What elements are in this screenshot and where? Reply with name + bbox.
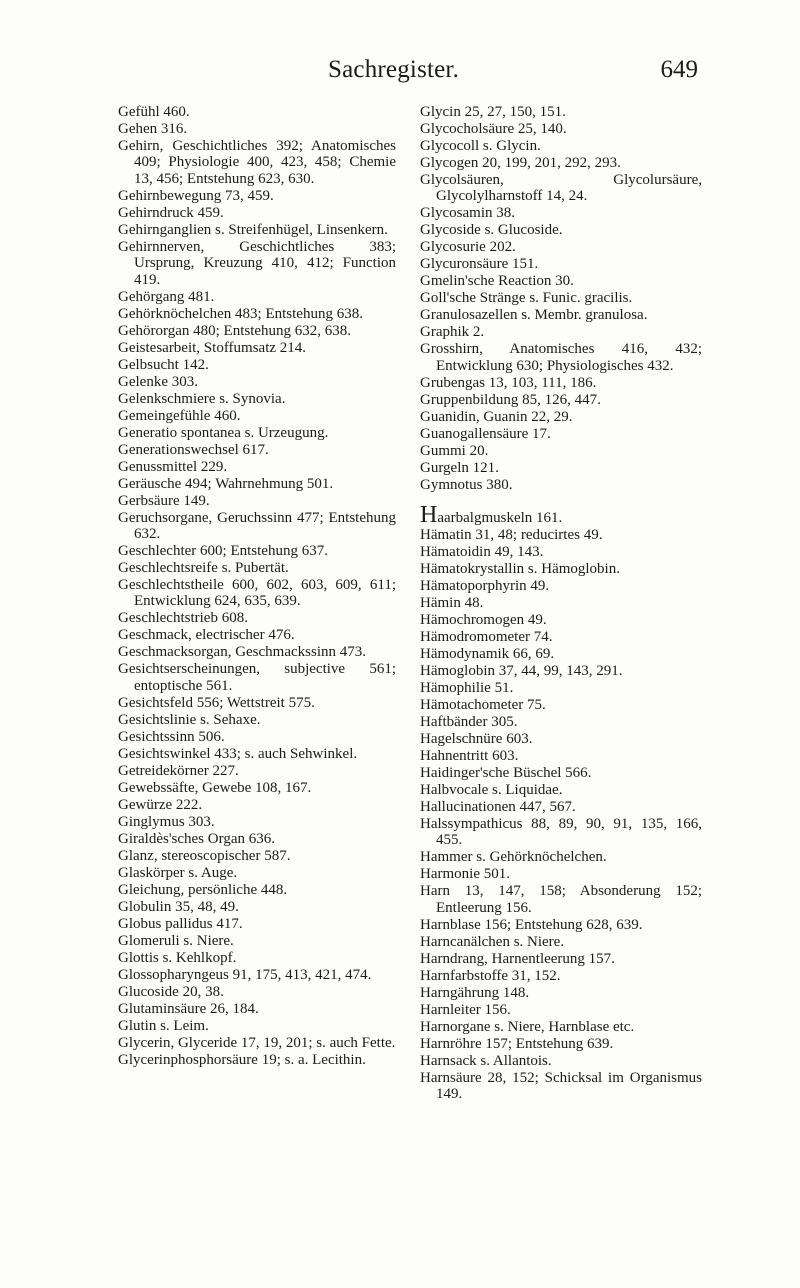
- index-entry: Hämophilie 51.: [420, 679, 514, 696]
- index-entry: Gleichung, persönliche 448.: [118, 881, 288, 898]
- index-entry: Glycolsäuren, Glycolursäure, Glycolylharnstoff 14, 24.: [420, 172, 702, 205]
- index-entry: Hämatin 31, 48; reducirtes 49.: [420, 526, 603, 543]
- index-entry: Gehörgang 481.: [118, 288, 215, 305]
- index-entry: Gehen 316.: [118, 121, 188, 137]
- index-entry: Harnblase 156; Entstehung 628, 639.: [420, 916, 643, 933]
- index-entry: Glycocholsäure 25, 140.: [420, 121, 567, 137]
- index-entry: Hämatokrystallin s. Hämoglobin.: [420, 560, 620, 577]
- index-entry: Hämin 48.: [420, 594, 484, 611]
- index-entry: Harngährung 148.: [420, 984, 530, 1001]
- index-entry: Geschmacksorgan, Geschmackssinn 473.: [118, 644, 366, 661]
- index-entry: Gewebssäfte, Gewebe 108, 167.: [118, 779, 312, 796]
- index-entry: Gymnotus 380.: [420, 476, 513, 493]
- index-entry: Glutin s. Leim.: [118, 1017, 209, 1034]
- index-entry: Hagelschnüre 603.: [420, 730, 533, 747]
- index-entry: Gesichtserscheinungen, subjective 561; entoptische 561.: [118, 661, 396, 694]
- index-entry: Glutaminsäure 26, 184.: [118, 1000, 259, 1017]
- index-entry: Granulosazellen s. Membr. granulosa.: [420, 307, 648, 324]
- page-number: 649: [660, 56, 698, 83]
- index-entry: Gelbsucht 142.: [118, 356, 209, 373]
- index-entry: Glossopharyngeus 91, 175, 413, 421, 474.: [118, 966, 372, 983]
- index-entry: Gewürze 222.: [118, 796, 203, 813]
- index-entry: Gummi 20.: [420, 442, 489, 459]
- index-entry: Glycoside s. Glucoside.: [420, 222, 563, 239]
- index-entry: Gelenke 303.: [118, 373, 198, 390]
- index-entry: Gehirnganglien s. Streifenhügel, Linsenkern.: [118, 221, 388, 238]
- index-entry: Gehörorgan 480; Entstehung 632, 638.: [118, 322, 352, 339]
- page-header: [118, 48, 698, 88]
- page-title: Sachregister.: [328, 56, 460, 83]
- index-entry: Hämatoidin 49, 143.: [420, 543, 544, 560]
- index-entry: Geschlechtstheile 600, 602, 603, 609, 611; Entwicklung 624, 635, 639.: [118, 577, 396, 610]
- index-section-h: [420, 527, 702, 1103]
- index-entry: Giraldès'sches Organ 636.: [118, 830, 275, 847]
- index-entry: Hämodynamik 66, 69.: [420, 645, 555, 662]
- index-entry: Geschlechtstrieb 608.: [118, 610, 248, 627]
- index-entry: Gmelin'sche Reaction 30.: [420, 273, 574, 290]
- index-entry: Geräusche 494; Wahrnehmung 501.: [118, 475, 334, 492]
- index-entry: Harmonie 501.: [420, 866, 510, 883]
- index-entry: Guanidin, Guanin 22, 29.: [420, 408, 573, 425]
- index-entry: Glycosamin 38.: [420, 205, 515, 222]
- index-entry: Gesichtslinie s. Sehaxe.: [118, 711, 261, 728]
- index-entry: Hämoglobin 37, 44, 99, 143, 291.: [420, 662, 623, 679]
- index-entry: Gesichtssinn 506.: [118, 728, 225, 745]
- index-entry: Hämodromometer 74.: [420, 628, 553, 645]
- index-entry: Glycocoll s. Glycin.: [420, 138, 541, 154]
- index-column-left: [118, 104, 396, 1069]
- index-entry: Generationswechsel 617.: [118, 441, 269, 458]
- index-entry: Halbvocale s. Liquidae.: [420, 781, 563, 798]
- index-entry: Harnfarbstoffe 31, 152.: [420, 967, 561, 984]
- index-entry: Glycuronsäure 151.: [420, 256, 539, 273]
- index-entry: Gehörknöchelchen 483; Entstehung 638.: [118, 305, 363, 322]
- index-entry: Gurgeln 121.: [420, 459, 499, 476]
- index-entry: Gehirnbewegung 73, 459.: [118, 187, 274, 204]
- index-entry: Hämochromogen 49.: [420, 611, 547, 628]
- index-entry: Geistesarbeit, Stoffumsatz 214.: [118, 339, 307, 356]
- index-entry: Geschlechtsreife s. Pubertät.: [118, 560, 289, 577]
- index-entry: Gefühl 460.: [118, 104, 190, 120]
- index-entry: Glaskörper s. Auge.: [118, 864, 238, 881]
- index-entry: Globus pallidus 417.: [118, 915, 243, 932]
- index-entry-text: aarbalgmuskeln 161.: [437, 509, 563, 526]
- index-entry: Generatio spontanea s. Urzeugung.: [118, 424, 329, 441]
- index-entry: Hammer s. Gehörknöchelchen.: [420, 849, 607, 866]
- index-entry: Harnsack s. Allantois.: [420, 1052, 552, 1069]
- index-entry: Gruppenbildung 85, 126, 447.: [420, 391, 601, 408]
- index-entry: Hallucinationen 447, 567.: [420, 798, 576, 815]
- index-entry: Gesichtswinkel 433; s. auch Sehwinkel.: [118, 745, 358, 762]
- index-entry: Harnsäure 28, 152; Schicksal im Organismus 149.: [420, 1069, 702, 1103]
- index-entry: Ginglymus 303.: [118, 813, 215, 830]
- index-entry: Hämotachometer 75.: [420, 696, 546, 713]
- index-entry: Glycogen 20, 199, 201, 292, 293.: [420, 155, 621, 171]
- section-gap: [420, 494, 702, 507]
- index-entry: Gesichtsfeld 556; Wettstreit 575.: [118, 694, 315, 711]
- index-entry: Halssympathicus 88, 89, 90, 91, 135, 166, 455.: [420, 815, 702, 849]
- index-entry: Grubengas 13, 103, 111, 186.: [420, 374, 597, 391]
- index-entry: Harncanälchen s. Niere.: [420, 933, 565, 950]
- index-entry: Glycerin, Glyceride 17, 19, 201; s. auch Fette.: [118, 1034, 396, 1051]
- index-entry: Glanz, stereoscopischer 587.: [118, 847, 291, 864]
- index-entry: Gehirndruck 459.: [118, 204, 224, 221]
- index-entry: Grosshirn, Anatomisches 416, 432; Entwicklung 630; Physiologisches 432.: [420, 341, 702, 374]
- index-entry: Harnorgane s. Niere, Harnblase etc.: [420, 1018, 635, 1035]
- index-entry: Geschmack, electrischer 476.: [118, 627, 295, 644]
- index-entry: Haftbänder 305.: [420, 713, 518, 730]
- index-entry: Gehirnnerven, Geschichtliches 383; Ursprung, Kreuzung 410, 412; Function 419.: [118, 238, 396, 288]
- section-initial-h: H: [420, 501, 438, 528]
- index-entry: Hämatoporphyrin 49.: [420, 577, 550, 594]
- index-entry: Geschlechter 600; Entstehung 637.: [118, 543, 328, 560]
- index-entry: Genussmittel 229.: [118, 458, 228, 475]
- index-entry: Haidinger'sche Büschel 566.: [420, 764, 592, 781]
- index-entry: Gerbsäure 149.: [118, 492, 210, 509]
- index-entry: Glycerinphosphorsäure 19; s. a. Lecithin.: [118, 1051, 366, 1068]
- index-entry: Gemeingefühle 460.: [118, 407, 241, 424]
- index-entry: Globulin 35, 48, 49.: [118, 898, 239, 915]
- index-entry: Gelenkschmiere s. Synovia.: [118, 390, 286, 407]
- index-section-g-continued: [420, 104, 702, 493]
- index-entry: Glycosurie 202.: [420, 239, 516, 256]
- index-entry: Harndrang, Harnentleerung 157.: [420, 950, 615, 967]
- index-entry: Glycin 25, 27, 150, 151.: [420, 104, 566, 120]
- index-entry: Harnröhre 157; Entstehung 639.: [420, 1035, 614, 1052]
- index-entry-h-first: [420, 501, 702, 528]
- index-entry: Guanogallensäure 17.: [420, 425, 551, 442]
- index-column-right: [420, 104, 702, 1103]
- index-entry: Gehirn, Geschichtliches 392; Anatomisches 409; Physiologie 400, 423, 458; Chemie 13, 456; Entstehung 623, 630.: [118, 138, 396, 187]
- index-entry: Harn 13, 147, 158; Absonderung 152; Entleerung 156.: [420, 883, 702, 916]
- index-entry: Graphik 2.: [420, 324, 485, 341]
- index-entry: Harnleiter 156.: [420, 1001, 511, 1018]
- index-entry: Glomeruli s. Niere.: [118, 932, 234, 949]
- index-entry: Hahnentritt 603.: [420, 747, 519, 764]
- index-entry: Getreidekörner 227.: [118, 762, 239, 779]
- index-entry: Geruchsorgane, Geruchssinn 477; Entstehung 632.: [118, 509, 396, 543]
- index-entry: Goll'sche Stränge s. Funic. gracilis.: [420, 290, 633, 307]
- index-entry: Glottis s. Kehlkopf.: [118, 949, 237, 966]
- index-entry: Glucoside 20, 38.: [118, 983, 224, 1000]
